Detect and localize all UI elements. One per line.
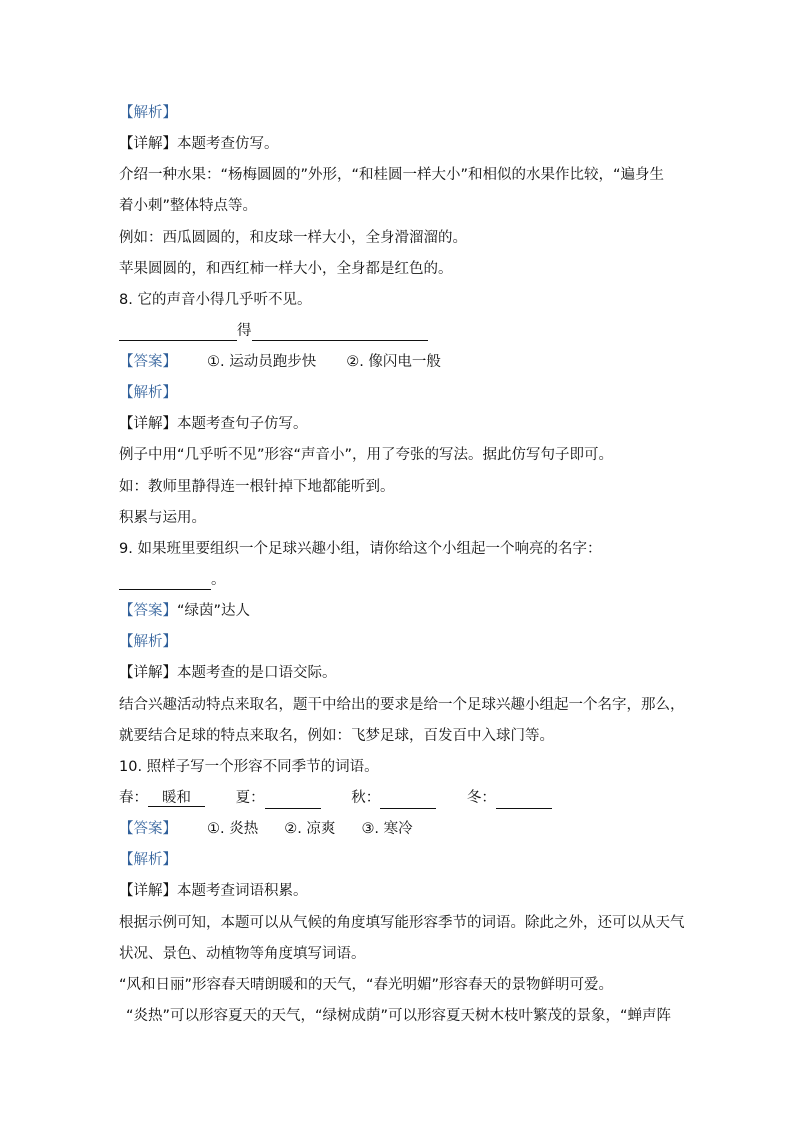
text-line: “风和日丽”形容春天晴朗暖和的天气，“春光明媚”形容春天的景物鲜明可爱。 <box>119 977 614 993</box>
text-line: 结合兴趣活动特点来取名，题干中给出的要求是给一个足球兴趣小组起一个名字，那么， <box>119 697 685 713</box>
text-line: 根据示例可知，本题可以从气候的角度填写能形容季节的词语。除此之外，还可以从天气 <box>119 915 685 931</box>
text-line: 例子中用“几乎听不见”形容“声音小”，用了夸张的写法。据此仿写句子即可。 <box>119 447 614 463</box>
text-line: 如：教师里静得连一根针掉下地都能听到。 <box>119 479 395 495</box>
detail-line: 【详解】本题考查句子仿写。 <box>119 416 308 432</box>
answer-line: 【答案】 ①. 炎热 ②. 凉爽 ③. 寒冷 <box>119 821 413 837</box>
answer-blank <box>265 792 321 809</box>
question-8: 8. 它的声音小得几乎听不见。 <box>119 292 312 308</box>
text-line: 就要结合足球的特点来取名，例如：飞梦足球，百发百中入球门等。 <box>119 728 554 744</box>
analysis-label: 【解析】 <box>119 634 177 650</box>
detail-line: 【详解】本题考查仿写。 <box>119 136 279 152</box>
text-line: “炎热”可以形容夏天的天气，“绿树成荫”可以形容夏天树木枝叶繁茂的景象，“蝉声阵 <box>126 1008 672 1024</box>
text-line: 例如：西瓜圆圆的，和皮球一样大小，全身滑溜溜的。 <box>119 230 467 246</box>
season-row: 春： 暖和 夏： 秋： 冬： <box>119 788 552 809</box>
analysis-label: 【解析】 <box>119 852 177 868</box>
text-line: 状况、景色、动植物等角度填写词语。 <box>119 946 366 962</box>
answer-line: 【答案】“绿茵”达人 <box>119 603 251 619</box>
text-line: 苹果圆圆的，和西红柿一样大小，全身都是红色的。 <box>119 261 453 277</box>
text-line: 介绍一种水果：“杨梅圆圆的”外形，“和桂圆一样大小”和相似的水果作比较，“遍身生 <box>119 167 665 183</box>
text-line: 积累与运用。 <box>119 510 206 526</box>
question-9: 9. 如果班里要组织一个足球兴趣小组，请你给这个小组起一个响亮的名字： <box>119 541 602 557</box>
text-line: 着小刺”整体特点等。 <box>119 198 258 214</box>
detail-line: 【详解】本题考查词语积累。 <box>119 883 308 899</box>
analysis-label: 【解析】 <box>119 105 177 121</box>
answer-blank <box>496 792 552 809</box>
answer-blank <box>380 792 436 809</box>
answer-line: 【答案】 ①. 运动员跑步快 ②. 像闪电一般 <box>119 354 441 370</box>
question-10: 10. 照样子写一个形容不同季节的词语。 <box>119 759 379 775</box>
answer-blank <box>252 324 428 341</box>
q8-blanks: 得 <box>119 321 428 341</box>
q9-blank: 。 <box>119 570 226 590</box>
spring-answer: 暖和 <box>148 790 205 807</box>
answer-blank <box>119 573 211 590</box>
detail-line: 【详解】本题考查的是口语交际。 <box>119 665 337 681</box>
analysis-label: 【解析】 <box>119 385 177 401</box>
answer-blank <box>119 324 237 341</box>
